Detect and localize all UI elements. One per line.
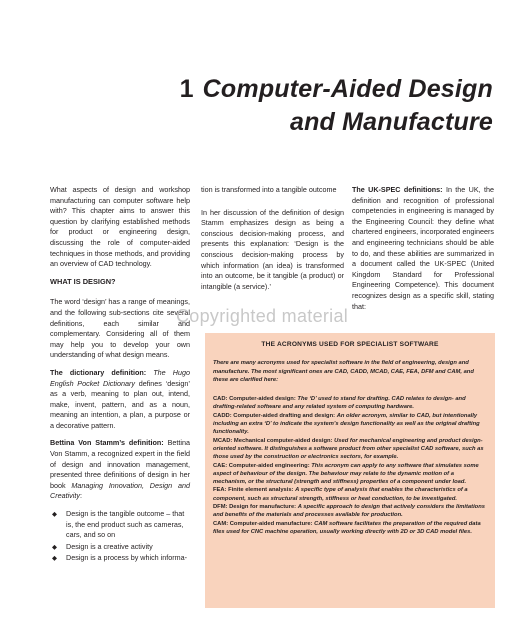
list-item-text: Design is a process by which informa- (66, 553, 188, 563)
list-item-text: Design is the tangible outcome – that is, the end product such as cameras, cars, and so on (66, 509, 185, 540)
list-item-text: Design is a creative activity (66, 541, 153, 551)
chapter-title-line2: and Manufacture (289, 108, 493, 136)
design-definitions-list (50, 509, 190, 564)
section-heading: WHAT IS DESIGN? (50, 276, 116, 286)
acronym-entry (213, 395, 487, 412)
von-stamm-paragraph (50, 438, 190, 502)
acronym-definition: Used for mechanical engineering and product design-oriented software. It distinguishes a software product from other specialist CAD software, such as those used by the construction or electronics sectors, for example. (213, 437, 484, 461)
von-stamm-text: Bettina Von Stamm, a recognized expert in the field of design and innovation management, presented three definitions of design in her book (50, 438, 190, 490)
copyright-watermark: Copyrighted material (176, 306, 349, 326)
diamond-bullet-icon: ◆ (52, 511, 57, 519)
stamm-discussion-paragraph: In her discussion of the definition of design Stamm emphasizes design as being a conscious decision-making process, and presents this explanation: ‘Design is the conscious decision-making process by which information (an idea) is transformed into an outcome, be it tangible (a product) or intangible (a service).’ (201, 207, 344, 291)
chapter-title-line1: Computer-Aided Design (202, 75, 493, 103)
acronym-term: DFM: Design for manufacture: (213, 504, 297, 511)
intro-paragraph: What aspects of design and workshop manufacturing can computer software help with? This chapter aims to answer this question by clarifying established methods for product or engineering design, discussing the role of computer-aided techniques in those methods, and providing an overview of CAD technology. (50, 185, 190, 269)
box-title: THE ACRONYMS USED FOR SPECIALIST SOFTWARE (261, 341, 439, 348)
column-left (50, 185, 190, 565)
diamond-bullet-icon: ◆ (52, 555, 57, 563)
dictionary-paragraph (50, 368, 190, 432)
run-in-heading-dictionary: The dictionary definition: (50, 367, 147, 377)
acronym-term: FEA: Finite element analysis: (213, 487, 294, 494)
acronyms-box (205, 333, 495, 608)
column-middle (201, 185, 344, 299)
acronym-term: CAE: Computer-aided engineering: (213, 462, 310, 469)
chapter-title (180, 73, 493, 139)
continued-bullet-text: tion is transformed into a tangible outcome (201, 185, 337, 194)
list-item (50, 542, 190, 553)
acronym-term: MCAD: Mechanical computer-aided design: (213, 437, 333, 444)
acronym-entry (213, 520, 487, 537)
acronym-entry (213, 412, 487, 437)
acronym-entry (213, 462, 487, 487)
acronym-definition: A specific type of analysis that enables the characteristics of a component, such as structural strength, stiffness or heat conduction, to be investigated. (213, 487, 468, 502)
acronym-term: CADD: Computer-aided drafting and design: (213, 412, 336, 419)
acronym-term: CAD: Computer-aided design: (213, 396, 296, 403)
list-item (50, 509, 190, 541)
diamond-bullet-icon: ◆ (52, 543, 57, 551)
chapter-number: 1 (179, 75, 194, 103)
book-title-hugo: The Hugo English Pocket Dictionary (50, 367, 190, 388)
uk-spec-text: In the UK, the definition and recognition of professional competencies in engineering is managed by the Engineering Council: they define what chartered engineers, incorporated engineers and engineering technicians should be able to do, and these abilities are summarized in a document called the UK-SPEC (United Kingdom Standard for Professional Engineering Competence). This document recognizes design as a specific skill, stating that: (352, 185, 494, 311)
acronym-entry (213, 486, 487, 503)
acronym-definition: CAM software facilitates the preparation of the required data files used for CNC machine operation, usually working directly with 2D or 3D CAD model files. (213, 520, 481, 535)
acronym-definition: A specific approach to design that actively considers the limitations and benefits of the materials and processes available for production. (213, 504, 485, 519)
acronym-entry (213, 437, 487, 462)
list-item (50, 553, 190, 564)
run-in-heading-uk-spec: The UK-SPEC definitions: (352, 185, 443, 194)
acronym-term: CAM: Computer-aided manufacture: (213, 520, 313, 527)
box-intro: There are many acronyms used for specialist software in the field of engineering, design and manufacture. The most significant ones are CAD, CADD, MCAD, CAE, FEA, DFM and CAM, and these are clarified here: (213, 360, 474, 383)
acronym-definition: An older acronym, similar to CAD, but intentionally including an extra ‘D’ to indicate the system’s design functionality as well as the original drafting functionality. (213, 412, 480, 436)
uk-spec-paragraph (352, 185, 494, 312)
book-title-managing-innovation: Managing Innovation, Design and Creativity (50, 480, 190, 501)
acronym-definition: The ‘D’ used to stand for drafting. CAD relates to design- and drafting-related software and any related system of computing hardware. (213, 396, 466, 411)
acronym-entry (213, 503, 487, 520)
dictionary-text: defines ‘design’ as a verb, meaning to plan out, intend, make, invent, pattern, and as a noun, meaning an intention, a plan, a purpose or a decorative pattern. (50, 378, 190, 430)
column-right (352, 185, 494, 319)
acronym-definition: This acronym can apply to any software that simulates some aspect of behaviour of the design. The behaviour may relate to the dynamic motion of a mechanism, or the structural (strength and stiffness) properties of a component under load. (213, 462, 479, 486)
von-stamm-colon: : (79, 491, 82, 501)
design-word-paragraph: The word ‘design’ has a range of meanings, and the following sub-sections cite several definitions, each similar and complementary. Considering all of them may help you to develop your own understanding of what design means. (50, 297, 190, 360)
run-in-heading-von-stamm: Bettina Von Stamm’s definition: (50, 438, 164, 448)
